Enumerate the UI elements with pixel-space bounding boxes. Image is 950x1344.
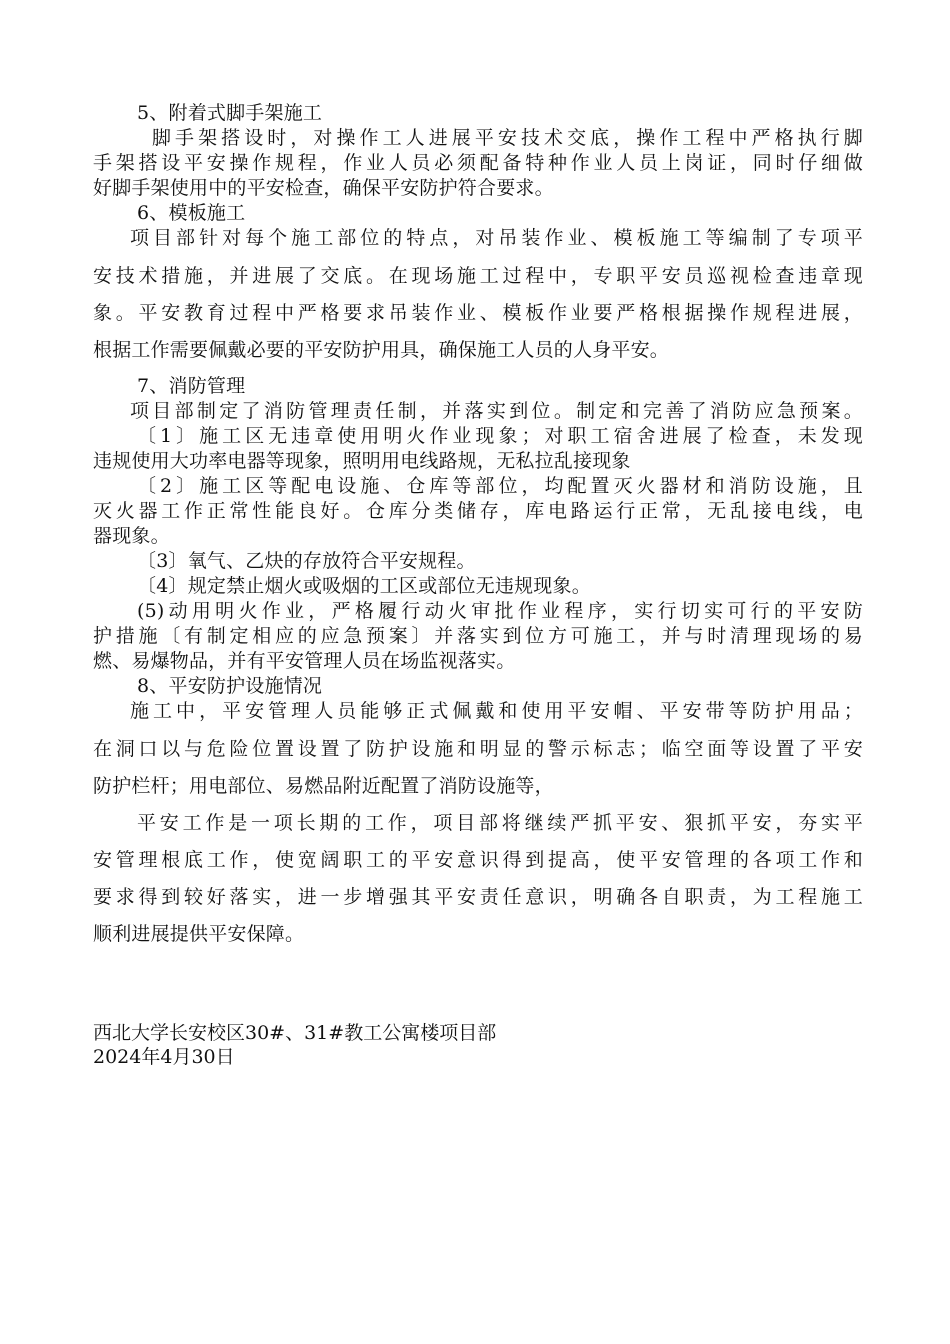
section-7-heading: 7、消防管理 [137, 375, 246, 397]
conclusion-text-line: 要求得到较好落实，进一步增强其平安责任意识，明确各自职责，为工程施工 [93, 886, 863, 908]
conclusion-text-line: 顺利进展提供平安保障。 [93, 923, 305, 945]
section-7-item-5-line: 护措施〔有制定相应的应急预案〕并落实到位方可施工，并与时清理现场的易 [93, 625, 863, 647]
section-6-text-line: 根据工作需要佩戴必要的平安防护用具，确保施工人员的人身平安。 [93, 339, 670, 361]
section-6-heading: 6、模板施工 [137, 202, 246, 224]
section-5-text-line: 手架搭设平安操作规程，作业人员必须配备特种作业人员上岗证，同时仔细做 [93, 152, 863, 174]
section-8-text-line: 防护栏杆；用电部位、易燃品附近配置了消防设施等， [93, 775, 554, 797]
section-5-text-line: 脚手架搭设时，对操作工人进展平安技术交底，操作工程中严格执行脚 [152, 127, 863, 149]
section-8-heading: 8、平安防护设施情况 [137, 675, 323, 697]
section-5-text-line: 好脚手架使用中的平安检查，确保平安防护符合要求。 [93, 177, 554, 199]
signature-organization: 西北大学长安校区30#、31#教工公寓楼项目部 [93, 1022, 497, 1044]
section-5-heading: 5、附着式脚手架施工 [137, 102, 323, 124]
section-7-item-3: 〔3〕氧气、乙炔的存放符合平安规程。 [137, 550, 476, 572]
section-7-item-4: 〔4〕规定禁止烟火或吸烟的工区或部位无违规现象。 [137, 575, 591, 597]
section-7-item-5-line: 燃、易爆物品，并有平安管理人员在场监视落实。 [93, 650, 516, 672]
section-7-item-1-line: 违规使用大功率电器等现象，照明用电线路规，无私拉乱接现象 [93, 450, 631, 472]
section-7-item-2-line: 灭火器工作正常性能良好。仓库分类储存，库电路运行正常，无乱接电线，电 [93, 500, 863, 522]
conclusion-text-line: 安管理根底工作，使宽阔职工的平安意识得到提高，使平安管理的各项工作和 [93, 849, 863, 871]
section-8-text-line: 在洞口以与危险位置设置了防护设施和明显的警示标志；临空面等设置了平安 [93, 738, 863, 760]
signature-date: 2024年4月30日 [93, 1046, 235, 1068]
section-7-item-1-line: 〔1〕施工区无违章使用明火作业现象；对职工宿舍进展了检查，未发现 [137, 425, 863, 447]
section-7-item-5-line: (5)动用明火作业，严格履行动火审批作业程序，实行切实可行的平安防 [137, 600, 863, 622]
section-8-text-line: 施工中，平安管理人员能够正式佩戴和使用平安帽、平安带等防护用品； [130, 700, 863, 722]
section-7-item-2-line: 器现象。 [93, 525, 170, 547]
section-6-text-line: 安技术措施，并进展了交底。在现场施工过程中，专职平安员巡视检查违章现 [93, 265, 863, 287]
section-6-text-line: 象。平安教育过程中严格要求吊装作业、模板作业要严格根据操作规程进展， [93, 302, 863, 324]
section-6-text-line: 项目部针对每个施工部位的特点，对吊装作业、模板施工等编制了专项平 [130, 227, 863, 249]
section-7-text-line: 项目部制定了消防管理责任制，并落实到位。制定和完善了消防应急预案。 [130, 400, 863, 422]
conclusion-text-line: 平安工作是一项长期的工作，项目部将继续严抓平安、狠抓平安，夯实平 [137, 812, 863, 834]
section-7-item-2-line: 〔2〕施工区等配电设施、仓库等部位，均配置灭火器材和消防设施，且 [137, 475, 863, 497]
